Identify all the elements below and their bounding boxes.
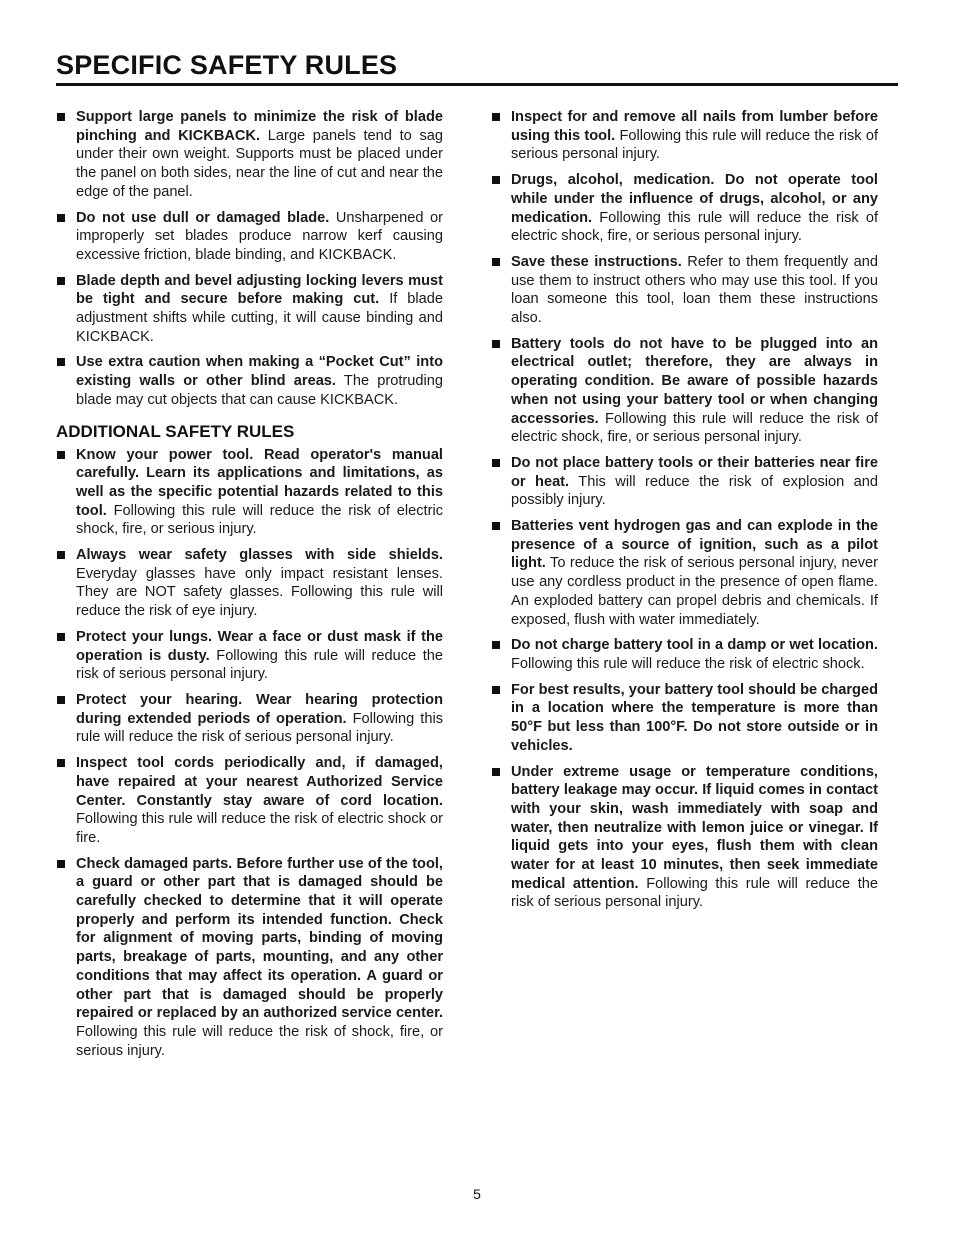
- right-column: [491, 108, 878, 919]
- rule-body-text: Following this rule will reduce the risk of electric shock.: [511, 655, 865, 672]
- rule-item: [56, 691, 443, 747]
- rule-bold-text: Protect your lungs. Wear a face or dust mask if the operation is dusty.: [76, 628, 443, 664]
- rule-body-text: To reduce the risk of serious personal injury, never use any cordless product in the presence of open flame. An exploded battery can propel debris and chemicals. If exposed, flush with water immediately.: [511, 555, 878, 628]
- rule-body-text: Following this rule will reduce the risk of electric shock or fire.: [76, 811, 443, 846]
- rule-item: [491, 108, 878, 164]
- square-bullet-icon: [57, 277, 65, 285]
- square-bullet-icon: [492, 340, 500, 348]
- square-bullet-icon: [57, 358, 65, 366]
- rule-body-text: Following this rule will reduce the risk of serious personal injury.: [511, 127, 878, 163]
- rule-body-text: This will reduce the risk of explosion and possibly injury.: [511, 473, 879, 509]
- square-bullet-icon: [492, 113, 500, 121]
- rule-bold-text: Check damaged parts. Before further use of the tool, a guard or other part that is damaged should be carefully checked to determine that it will operate properly and perform its intended function. Check for alignment of moving parts, binding of moving parts, breakage of parts, mounting, and any other conditions that may affect its operation. A guard or other part that is damaged should be properly repaired or replaced by an authorized service center.: [76, 855, 443, 1022]
- rule-body-text: Following this rule will reduce the risk of electric shock, fire, or serious personal injury.: [511, 209, 878, 245]
- rule-item: [56, 353, 443, 409]
- rule-bold-text: Do not place battery tools or their batteries near fire or heat.: [511, 454, 878, 490]
- rule-bold-text: Support large panels to minimize the risk of blade pinching and KICKBACK.: [76, 109, 443, 144]
- rule-body-text: Large panels tend to sag under their own weight. Supports must be placed under the panel on both sides, near the line of cut and near the edge of the panel.: [76, 127, 443, 200]
- rule-item: [491, 636, 878, 673]
- square-bullet-icon: [492, 459, 500, 467]
- rule-bold-text: Protect your hearing. Wear hearing protection during extended periods of operation.: [76, 691, 443, 727]
- rule-bold-text: Do not charge battery tool in a damp or wet location.: [511, 637, 878, 654]
- square-bullet-icon: [492, 258, 500, 266]
- rule-item: [491, 454, 878, 510]
- rule-item: [491, 763, 878, 913]
- left-column: [56, 108, 443, 1067]
- rule-body-text: Following this rule will reduce the risk of serious personal injury.: [76, 710, 444, 746]
- rule-body-text: Refer to them frequently and use them to instruct others who may use this tool. If you loan someone this tool, loan them these instructions also.: [511, 253, 879, 327]
- rule-item: [56, 754, 443, 848]
- rule-bold-text: Drugs, alcohol, medication. Do not operate tool while under the influence of drugs, alcohol, or any medication.: [511, 172, 878, 226]
- rule-item: [56, 628, 443, 684]
- rule-bold-text: Do not use dull or damaged blade.: [76, 209, 330, 226]
- square-bullet-icon: [492, 768, 500, 776]
- square-bullet-icon: [492, 686, 500, 694]
- rule-bold-text: Inspect for and remove all nails from lumber before using this tool.: [511, 109, 878, 144]
- rule-item: [56, 446, 443, 540]
- rule-bold-text: Inspect tool cords periodically and, if damaged, have repaired at your nearest Authorized Service Center. Constantly stay aware of cord location.: [76, 755, 443, 809]
- rule-bold-text: Battery tools do not have to be plugged into an electrical outlet; therefore, they are always in operating condition. Be aware of possible hazards when not using your battery tool or when changing accessories.: [511, 335, 878, 427]
- rule-item: [56, 272, 443, 347]
- rule-body-text: The protruding blade may cut objects that can cause KICKBACK.: [76, 373, 443, 408]
- rule-bold-text: Use extra caution when making a “Pocket Cut” into existing walls or other blind areas.: [76, 354, 443, 390]
- rule-item: [56, 855, 443, 1061]
- rule-item: [491, 517, 878, 629]
- rule-bold-text: Under extreme usage or temperature conditions, battery leakage may occur. If liquid comes in contact with your skin, wash immediately with soap and water, then neutralize with lemon juice or vinegar. If liquid gets into your eyes, flush them with clean water for at least 10 minutes, then seek immediate medical attention.: [511, 763, 878, 892]
- rule-item: [491, 335, 878, 447]
- section-heading: ADDITIONAL SAFETY RULES: [56, 421, 295, 441]
- square-bullet-icon: [57, 759, 65, 767]
- rule-item: [56, 209, 443, 265]
- rule-bold-text: Save these instructions.: [511, 253, 682, 270]
- rule-item: [491, 681, 878, 756]
- rule-body-text: Following this rule will reduce the risk of serious personal injury.: [76, 647, 443, 683]
- title-divider: [56, 83, 898, 86]
- rule-body-text: Following this rule will reduce the risk of electric shock, fire, or serious personal injury.: [511, 410, 878, 446]
- rule-body-text: Everyday glasses have only impact resistant lenses. They are NOT safety glasses. Following this rule will reduce the risk of eye injury.: [76, 565, 443, 620]
- rule-body-text: Following this rule will reduce the risk of serious personal injury.: [511, 875, 878, 911]
- square-bullet-icon: [492, 176, 500, 184]
- rule-body-text: If blade adjustment shifts while cutting, it will cause binding and KICKBACK.: [76, 291, 443, 345]
- square-bullet-icon: [492, 641, 500, 649]
- square-bullet-icon: [57, 113, 65, 121]
- rule-body-text: Unsharpened or improperly set blades produce narrow kerf causing excessive friction, blade binding, and KICKBACK.: [76, 209, 443, 263]
- square-bullet-icon: [57, 633, 65, 641]
- square-bullet-icon: [57, 451, 65, 459]
- square-bullet-icon: [57, 214, 65, 222]
- rule-bold-text: Know your power tool. Read operator's manual carefully. Learn its applications and limitations, as well as the specific potential hazards related to this tool.: [76, 446, 443, 519]
- rule-bold-text: For best results, your battery tool should be charged in a location where the temperature is more than 50°F but less than 100°F. Do not store outside or in vehicles.: [511, 681, 878, 754]
- page-number: 5: [473, 1186, 481, 1202]
- square-bullet-icon: [57, 860, 65, 868]
- rule-bold-text: Always wear safety glasses with side shields.: [76, 547, 443, 564]
- rule-item: [491, 253, 878, 328]
- rule-body-text: Following this rule will reduce the risk of shock, fire, or serious injury.: [76, 1023, 443, 1059]
- rule-item: [491, 171, 878, 246]
- rule-bold-text: Blade depth and bevel adjusting locking levers must be tight and secure before making cut.: [76, 272, 443, 308]
- square-bullet-icon: [57, 551, 65, 559]
- square-bullet-icon: [57, 696, 65, 704]
- square-bullet-icon: [492, 522, 500, 530]
- rule-body-text: Following this rule will reduce the risk of electric shock, fire, or serious injury.: [76, 502, 443, 538]
- page-title: SPECIFIC SAFETY RULES: [56, 50, 398, 80]
- rule-item: [56, 546, 443, 621]
- rule-bold-text: Batteries vent hydrogen gas and can explode in the presence of a source of ignition, such as a pilot light.: [511, 518, 878, 572]
- rule-item: [56, 108, 443, 202]
